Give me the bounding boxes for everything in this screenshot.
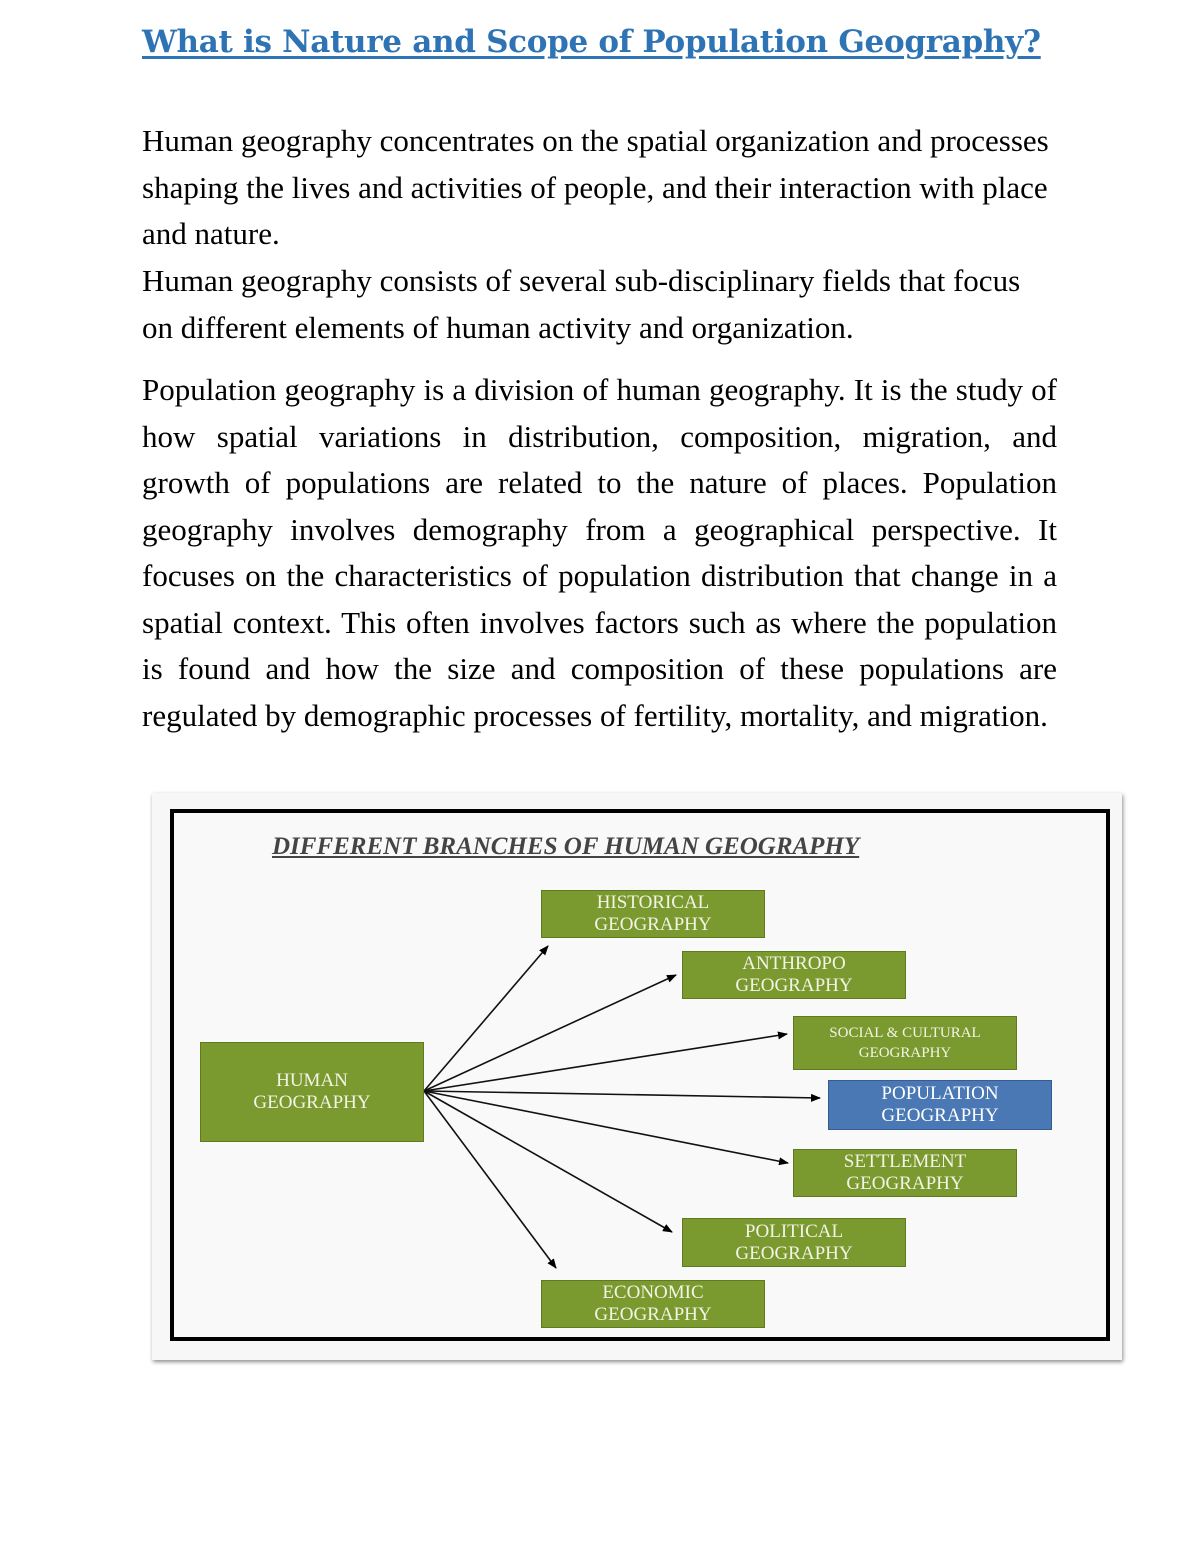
box-label-line2: GEOGRAPHY (846, 1173, 964, 1194)
branches-diagram (152, 793, 1122, 1360)
box-human-geography (200, 1042, 424, 1142)
box-label-line1: HISTORICAL (596, 892, 710, 913)
arrow-to-historical (424, 946, 548, 1091)
box-economic-geography (541, 1280, 765, 1328)
box-label-line2: GEOGRAPHY (594, 914, 712, 935)
arrow-to-population (424, 1091, 820, 1098)
box-label-line1: SOCIAL & CULTURAL (829, 1025, 981, 1041)
arrow-to-economic (424, 1091, 556, 1268)
paragraph-sub-disciplines: Human geography consists of several sub-disciplinary fields that focus on different elements of human activity and organization. (142, 263, 1021, 345)
box-label-line1: ANTHROPO (742, 953, 846, 974)
box-label-line1: SETTLEMENT (843, 1151, 967, 1172)
box-label-line2: GEOGRAPHY (735, 975, 853, 996)
diagram-title: DIFFERENT BRANCHES OF HUMAN GEOGRAPHY (272, 833, 860, 860)
box-historical-geography (541, 890, 765, 938)
arrow-to-political (424, 1091, 672, 1232)
box-political-geography (682, 1218, 906, 1267)
paragraph-population-geography: Population geography is a division of human geography. It is the study of how spatial variations in distribution, composition, migration, and growth of populations are related to the nature of places. Population geography involves demography from a geographical perspective. It focuses on the characteristics of population distribution that change in a spatial context. This often involves factors such as where the population is found and how the size and composition of these populations are regulated by demographic processes of fertility, mortality, and migration. (142, 372, 1057, 733)
box-label-line2: GEOGRAPHY (253, 1092, 371, 1113)
page-title: What is Nature and Scope of Population Geography? (142, 24, 1041, 60)
box-label-line1: ECONOMIC (602, 1282, 704, 1303)
box-population-geography (828, 1080, 1052, 1130)
arrow-to-anthropo (424, 975, 676, 1091)
box-label-line2: GEOGRAPHY (881, 1105, 999, 1126)
paragraph-human-geography: Human geography concentrates on the spatial organization and processes shaping the lives and activities of people, and their interaction with place and nature. (142, 123, 1049, 251)
box-label-line2: GEOGRAPHY (858, 1045, 952, 1061)
arrow-to-settlement (424, 1091, 788, 1163)
box-label-line2: GEOGRAPHY (735, 1242, 853, 1264)
arrow-to-social-cultural (424, 1034, 787, 1091)
box-label-line1: POPULATION (881, 1083, 999, 1104)
box-anthropo-geography (682, 951, 906, 999)
box-label-line1: HUMAN (276, 1070, 348, 1091)
box-label-line1: POLITICAL (744, 1220, 844, 1242)
box-settlement-geography (793, 1149, 1017, 1197)
box-label-line2: GEOGRAPHY (594, 1304, 712, 1325)
box-social-cultural-geography (793, 1016, 1017, 1070)
